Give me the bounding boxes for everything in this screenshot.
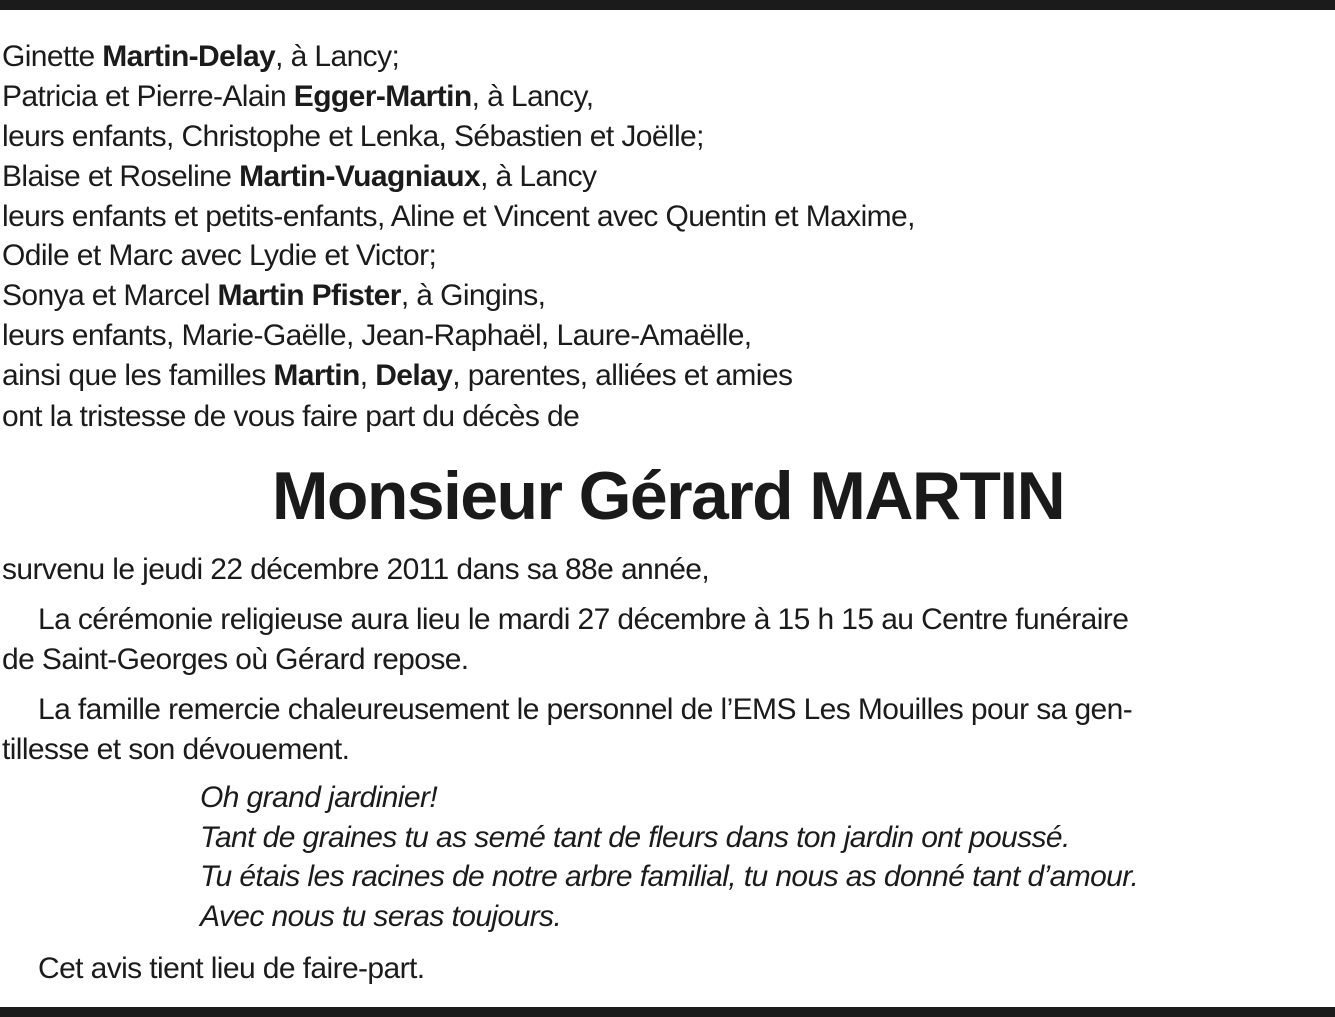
deceased-name: Monsieur Gérard MARTIN — [271, 458, 1065, 535]
family-surname: Egger-Martin — [293, 79, 472, 113]
closing-note: Cet avis tient lieu de faire-part. — [38, 951, 425, 985]
family-line: Sonya et Marcel Martin Pfister, à Gingins, — [2, 279, 546, 313]
poem-line: Tant de graines tu as semé tant de fleurs dans ton jardin ont poussé. — [200, 820, 1070, 854]
poem — [2, 778, 1334, 937]
thanks-line: La famille remercie chaleureusement le personnel de l’EMS Les Mouilles pour sa gen- — [38, 693, 1133, 727]
obituary-notice — [2, 37, 1334, 989]
family-line: leurs enfants, Marie-Gaëlle, Jean-Raphaël, Laure-Amaëlle, — [2, 319, 752, 353]
family-line: Blaise et Roseline Martin-Vuagniaux, à Lancy — [2, 159, 597, 193]
top-border-rule — [0, 0, 1335, 10]
family-line: leurs enfants et petits-enfants, Aline et Vincent avec Quentin et Maxime, — [2, 199, 915, 233]
poem-line: Avec nous tu seras toujours. — [200, 900, 562, 934]
poem-line: Oh grand jardinier! — [200, 781, 438, 815]
death-date-line: survenu le jeudi 22 décembre 2011 dans sa 88e année, — [2, 553, 710, 587]
thanks-paragraph — [2, 690, 1334, 770]
family-surname: Martin Pfister — [217, 279, 401, 313]
family-surname: Martin-Delay — [102, 40, 276, 73]
family-surname: Martin-Vuagniaux — [239, 159, 481, 193]
announcement-intro: ont la tristesse de vous faire part du décès de — [2, 400, 580, 434]
ceremony-line: de Saint-Georges où Gérard repose. — [2, 643, 469, 677]
family-line: Ginette Martin-Delay, à Lancy; — [2, 40, 400, 73]
thanks-line: tillesse et son dévouement. — [2, 733, 350, 767]
ceremony-line: La cérémonie religieuse aura lieu le mardi 27 décembre à 15 h 15 au Centre funéraire — [38, 603, 1129, 637]
poem-line: Tu étais les racines de notre arbre familial, tu nous as donné tant d’amour. — [200, 860, 1139, 894]
family-line: leurs enfants, Christophe et Lenka, Sébastien et Joëlle; — [2, 119, 704, 153]
ceremony-paragraph — [2, 600, 1334, 680]
bottom-border-rule — [0, 1007, 1335, 1017]
family-line: Patricia et Pierre-Alain Egger-Martin, à Lancy, — [2, 79, 594, 113]
family-surname: Delay — [375, 359, 453, 393]
families-line: ainsi que les familles Martin, Delay, parentes, alliées et amies — [2, 359, 793, 393]
family-surname: Martin — [273, 359, 360, 393]
family-list — [2, 37, 1334, 396]
family-line: Odile et Marc avec Lydie et Victor; — [2, 239, 437, 273]
